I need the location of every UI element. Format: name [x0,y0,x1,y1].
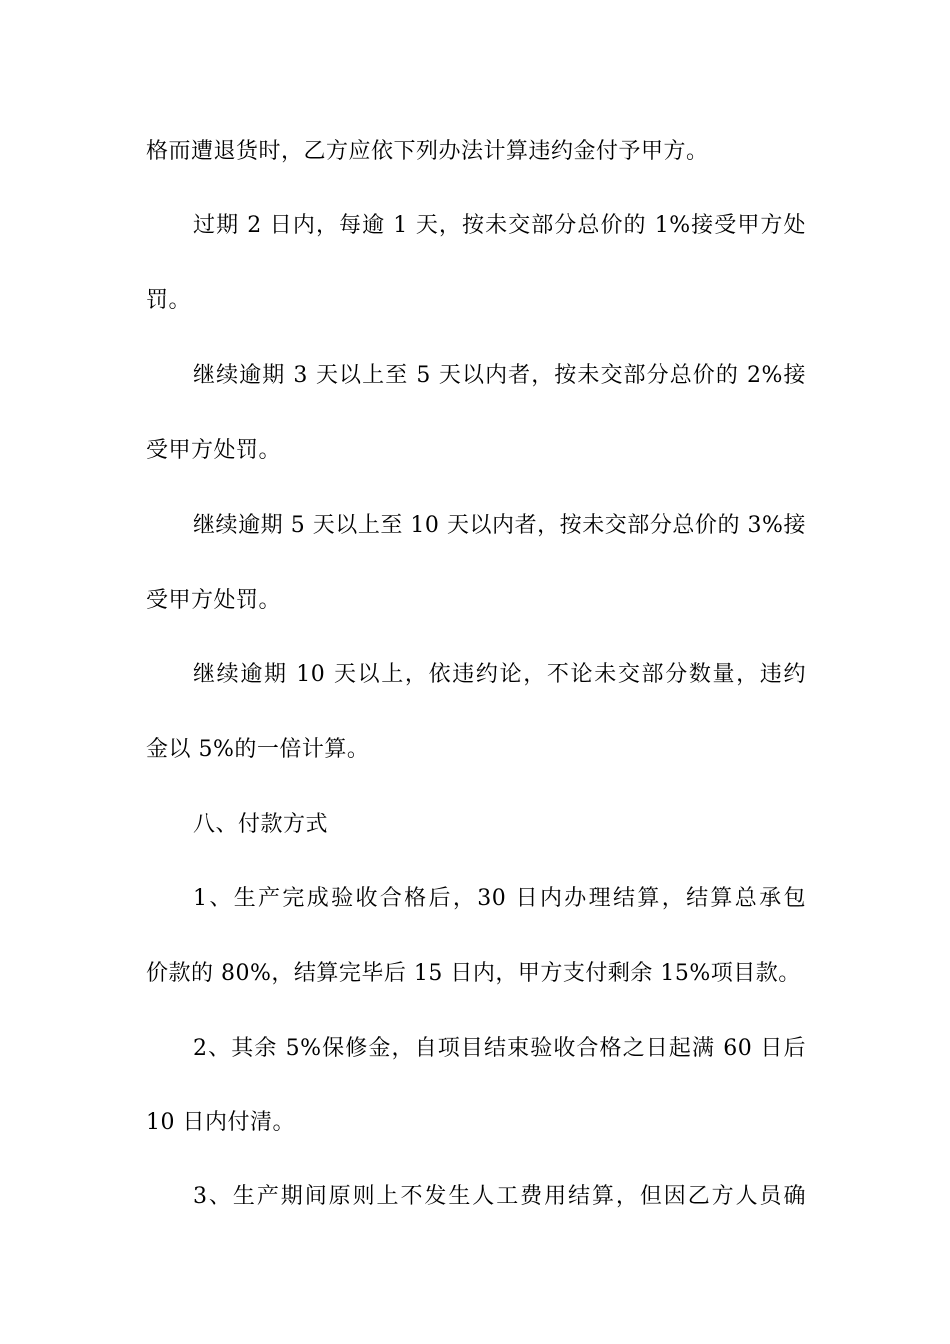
text-line-4: 继续逾期 3 天以上至 5 天以内者，按未交部分总价的 2%接 [193,363,806,388]
text-line-7: 受甲方处罚。 [146,588,282,613]
text-line-15: 3、生产期间原则上不发生人工费用结算，但因乙方人员确 [193,1184,806,1209]
text-line-2: 过期 2 日内，每逾 1 天，按未交部分总价的 1%接受甲方处 [193,213,806,238]
text-line-1: 格而遭退货时，乙方应依下列办法计算违约金付予甲方。 [146,139,709,164]
text-line-11: 1、生产完成验收合格后，30 日内办理结算，结算总承包 [193,886,806,911]
text-line-8: 继续逾期 10 天以上，依违约论，不论未交部分数量，违约 [193,662,806,687]
text-line-9: 金以 5%的一倍计算。 [146,737,370,762]
text-line-12: 价款的 80%，结算完毕后 15 日内，甲方支付剩余 15%项目款。 [146,961,801,986]
text-line-6: 继续逾期 5 天以上至 10 天以内者，按未交部分总价的 3%接 [193,513,806,538]
text-line-14: 10 日内付清。 [146,1110,295,1135]
section-heading-payment: 八、付款方式 [193,812,329,837]
text-line-5: 受甲方处罚。 [146,438,282,463]
text-line-3: 罚。 [146,288,192,313]
text-line-13: 2、其余 5%保修金，自项目结束验收合格之日起满 60 日后 [193,1036,806,1061]
